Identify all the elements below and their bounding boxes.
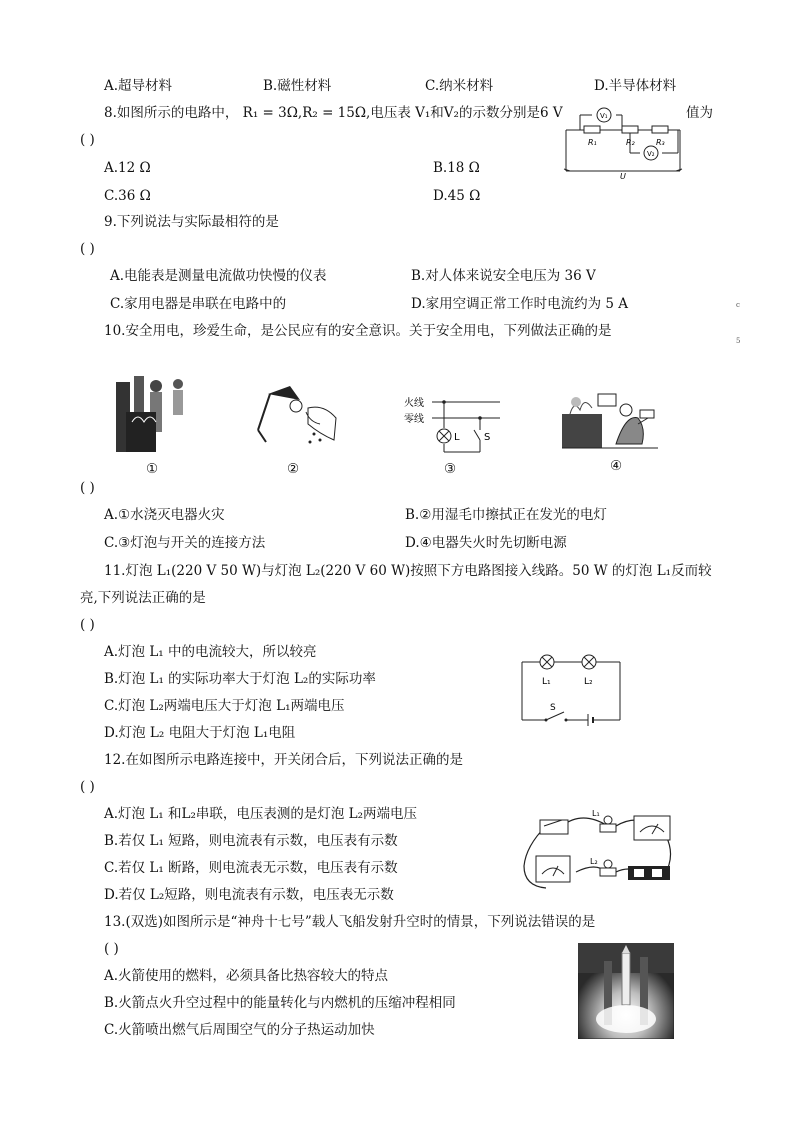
q12-option-b: B.若仅 L₁ 短路，则电流表有示数，电压表有示数 — [104, 833, 398, 849]
q12-physical-circuit — [516, 806, 676, 896]
switch-label: S — [484, 432, 491, 443]
q11-option-d: D.灯泡 L₂ 电阻大于灯泡 L₁电阻 — [104, 725, 296, 741]
r3-label: R₃ — [656, 138, 665, 147]
q7-option-b: B.磁性材料 — [263, 78, 332, 94]
q10-figure-1-caption: ① — [146, 461, 159, 477]
q13-answer-paren: ( ) — [104, 941, 119, 957]
q9-option-b: B.对人体来说安全电压为 36 V — [411, 268, 596, 284]
q10-figure-2-lamp-towel — [248, 382, 348, 452]
q12-option-c: C.若仅 L₁ 断路，则电流表无示数，电压表有示数 — [104, 860, 398, 876]
q8-option-c: C.36 Ω — [104, 188, 151, 204]
q9-answer-paren: ( ) — [80, 241, 95, 257]
q12-option-d: D.若仅 L₂短路，则电流表有示数，电压表无示数 — [104, 887, 394, 903]
q10-answer-paren: ( ) — [80, 480, 95, 496]
q11-circuit-diagram — [520, 652, 624, 728]
live-wire-label: 火线 — [404, 398, 424, 409]
r1-label: R₁ — [588, 138, 597, 147]
q10-option-b: B.②用湿毛巾擦拭正在发光的电灯 — [405, 507, 607, 523]
voltmeter-icon — [536, 856, 570, 882]
bulb-l2-photo-icon — [604, 860, 612, 868]
q13-stem: 13.(双选)如图所示是“神舟十七号”载人飞船发射升空时的情景，下列说法错误的是 — [104, 914, 596, 930]
q10-option-a: A.①水浇灭电器火灾 — [104, 507, 225, 523]
margin-mark-2: 5 — [736, 337, 741, 345]
q10-figure-3-caption: ③ — [444, 461, 457, 477]
q11-answer-paren: ( ) — [80, 617, 95, 633]
resistor-r3 — [652, 126, 668, 133]
q8-stem: 8.如图所示的电路中， R₁ = 3Ω,R₂ = 15Ω,电压表 V₁和V₂的示数分别是6 V — [104, 105, 563, 121]
q10-stem: 10.安全用电，珍爱生命，是公民应有的安全意识。关于安全用电，下列做法正确的是 — [104, 323, 612, 339]
switch-icon — [540, 820, 568, 834]
neutral-wire-label: 零线 — [404, 414, 424, 425]
q8-option-d: D.45 Ω — [433, 188, 481, 204]
q11-option-b: B.灯泡 L₁ 的实际功率大于灯泡 L₂的实际功率 — [104, 671, 376, 687]
q11-stem: 11.灯泡 L₁(220 V 50 W)与灯泡 L₂(220 V 60 W)按照下方电路图接入线路。50 W 的灯泡 L₁反而较 — [104, 563, 712, 579]
q13-option-c: C.火箭喷出燃气后周围空气的分子热运动加快 — [104, 1022, 375, 1038]
q11-stem-cont: 亮,下列说法正确的是 — [80, 590, 206, 606]
q8-circuit-diagram — [560, 103, 685, 183]
q12-answer-paren: ( ) — [80, 779, 95, 795]
l2-label: L₂ — [584, 677, 593, 687]
q11-option-a: A.灯泡 L₁ 中的电流较大，所以较亮 — [104, 644, 317, 660]
q10-option-d: D.④电器失火时先切断电源 — [405, 535, 567, 551]
margin-mark-1: c — [736, 301, 740, 309]
resistor-r2 — [622, 126, 638, 133]
q12-l2-label: L₂ — [590, 857, 598, 866]
lamp-label: L — [454, 432, 460, 443]
q8-answer-paren: ( ) — [80, 132, 95, 148]
q8-stem-tail: 值为 — [686, 105, 713, 121]
q10-figure-2-caption: ② — [287, 461, 300, 477]
q10-figure-1-water-fire — [112, 372, 192, 457]
q8-option-b: B.18 Ω — [433, 160, 480, 176]
q13-rocket-launch-photo — [578, 943, 674, 1039]
q7-option-a: A.超导材料 — [104, 78, 173, 94]
q12-stem: 12.在如图所示电路连接中，开关闭合后，下列说法正确的是 — [104, 752, 463, 768]
q12-l1-label: L₁ — [592, 809, 600, 818]
switch-s-label: S — [550, 703, 556, 713]
q13-option-b: B.火箭点火升空过程中的能量转化与内燃机的压缩冲程相同 — [104, 995, 456, 1011]
q9-option-d: D.家用空调正常工作时电流约为 5 A — [411, 296, 629, 312]
q10-option-c: C.③灯泡与开关的连接方法 — [104, 535, 266, 551]
q10-figure-3-circuit — [402, 394, 502, 456]
resistor-r1 — [584, 126, 600, 133]
q8-option-a: A.12 Ω — [104, 160, 151, 176]
bulb-l1-photo-icon — [604, 816, 612, 824]
q7-option-d: D.半导体材料 — [594, 78, 677, 94]
q9-option-a: A.电能表是测量电流做功快慢的仪表 — [110, 268, 327, 284]
q12-option-a: A.灯泡 L₁ 和L₂串联，电压表测的是灯泡 L₂两端电压 — [104, 806, 418, 822]
l1-label: L₁ — [542, 677, 551, 687]
q11-option-c: C.灯泡 L₂两端电压大于灯泡 L₁两端电压 — [104, 698, 345, 714]
v2-label: V₂ — [647, 150, 655, 158]
q10-figure-4-unplug — [560, 388, 660, 454]
q13-option-a: A.火箭使用的燃料，必须具备比热容较大的特点 — [104, 968, 389, 984]
q7-option-c: C.纳米材料 — [425, 78, 494, 94]
q9-stem: 9.下列说法与实际最相符的是 — [104, 214, 279, 230]
v1-label: V₁ — [600, 112, 608, 120]
ammeter-icon — [634, 816, 670, 840]
q10-figure-4-caption: ④ — [610, 458, 623, 474]
r2-label: R₂ — [626, 138, 635, 147]
u-label: U — [620, 172, 626, 181]
q9-option-c: C.家用电器是串联在电路中的 — [110, 296, 287, 312]
